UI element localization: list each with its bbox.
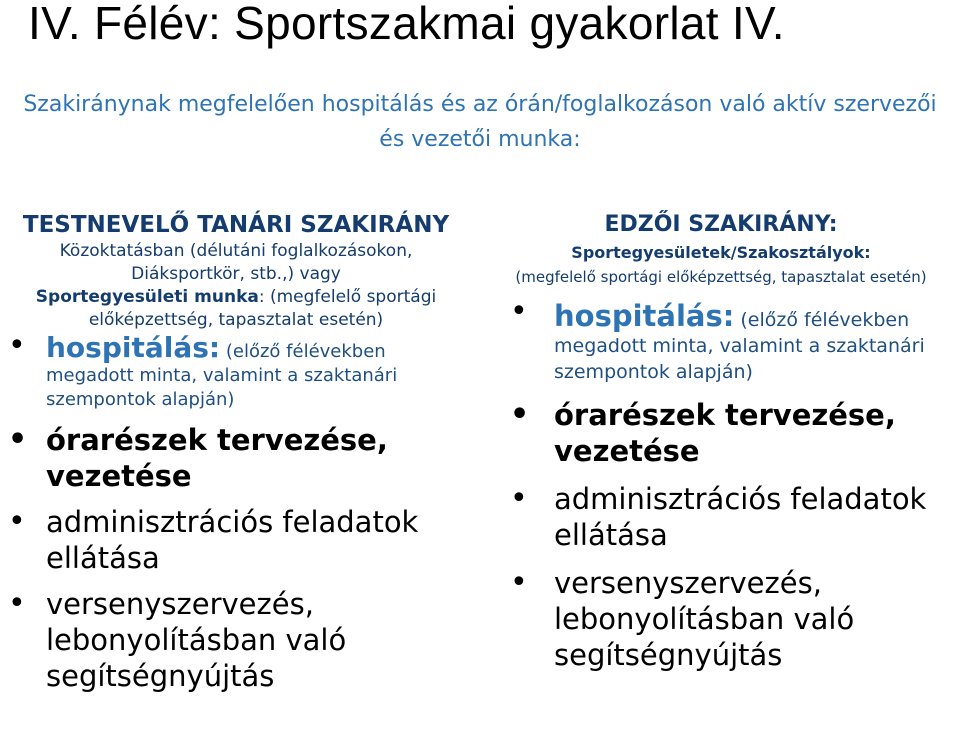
teacher-track-context-school: Közoktatásban (délutáni foglalkozásokon, Diáksportkör, stb.,) vagy [59,241,413,284]
coach-track-column [482,210,960,673]
list-item: • versenyszervezés, lebonyolításban való segítségnyújtás [6,586,466,694]
coach-track-org: Sportegyesületek/Szakosztályok: [571,243,871,262]
list-item: • adminisztrációs feladatok ellátása [6,504,466,576]
club-work-label: Sportegyesületi munka [35,287,259,307]
club-work-condition: : (megfelelő sportági előképzettség, tapasztalat esetén) [88,287,437,330]
list-item [6,331,466,412]
coach-track-header [482,210,960,289]
teacher-track-header [6,210,466,332]
hospitalas-label: hospitálás: [46,331,221,364]
hospitalas-label: hospitálás: [554,299,735,333]
hospitalas-text: (előző félévekben megadott minta, valamint a szaktanári szempontok alapján) [554,309,925,383]
teacher-track-context-club [6,286,466,332]
coach-track-heading: EDZŐI SZAKIRÁNY: [604,212,838,237]
list-item: • órarészek tervezése, vezetése [482,397,960,469]
list-item: • versenyszervezés, lebonyolításban való segítségnyújtás [482,565,960,673]
coach-track-list [482,299,960,673]
subtitle: Szakiránynak megfelelően hospitálás és az órán/foglalkozáson való aktív szervezői és vezetői munka: [23,92,937,152]
teacher-track-column [6,210,466,694]
list-item: • órarészek tervezése, vezetése [6,422,466,494]
coach-track-condition: (megfelelő sportági előképzettség, tapasztalat esetén) [515,268,927,286]
teacher-track-list [6,331,466,694]
page-title: IV. Félév: Sportszakmai gyakorlat IV. [28,0,785,49]
teacher-track-heading: TESTNEVELŐ TANÁRI SZAKIRÁNY [22,212,450,238]
hospitalas-text: (előző félévekben megadott minta, valamint a szaktanári szempontok alapján) [46,341,398,410]
list-item: • adminisztrációs feladatok ellátása [482,481,960,553]
list-item [482,299,960,385]
